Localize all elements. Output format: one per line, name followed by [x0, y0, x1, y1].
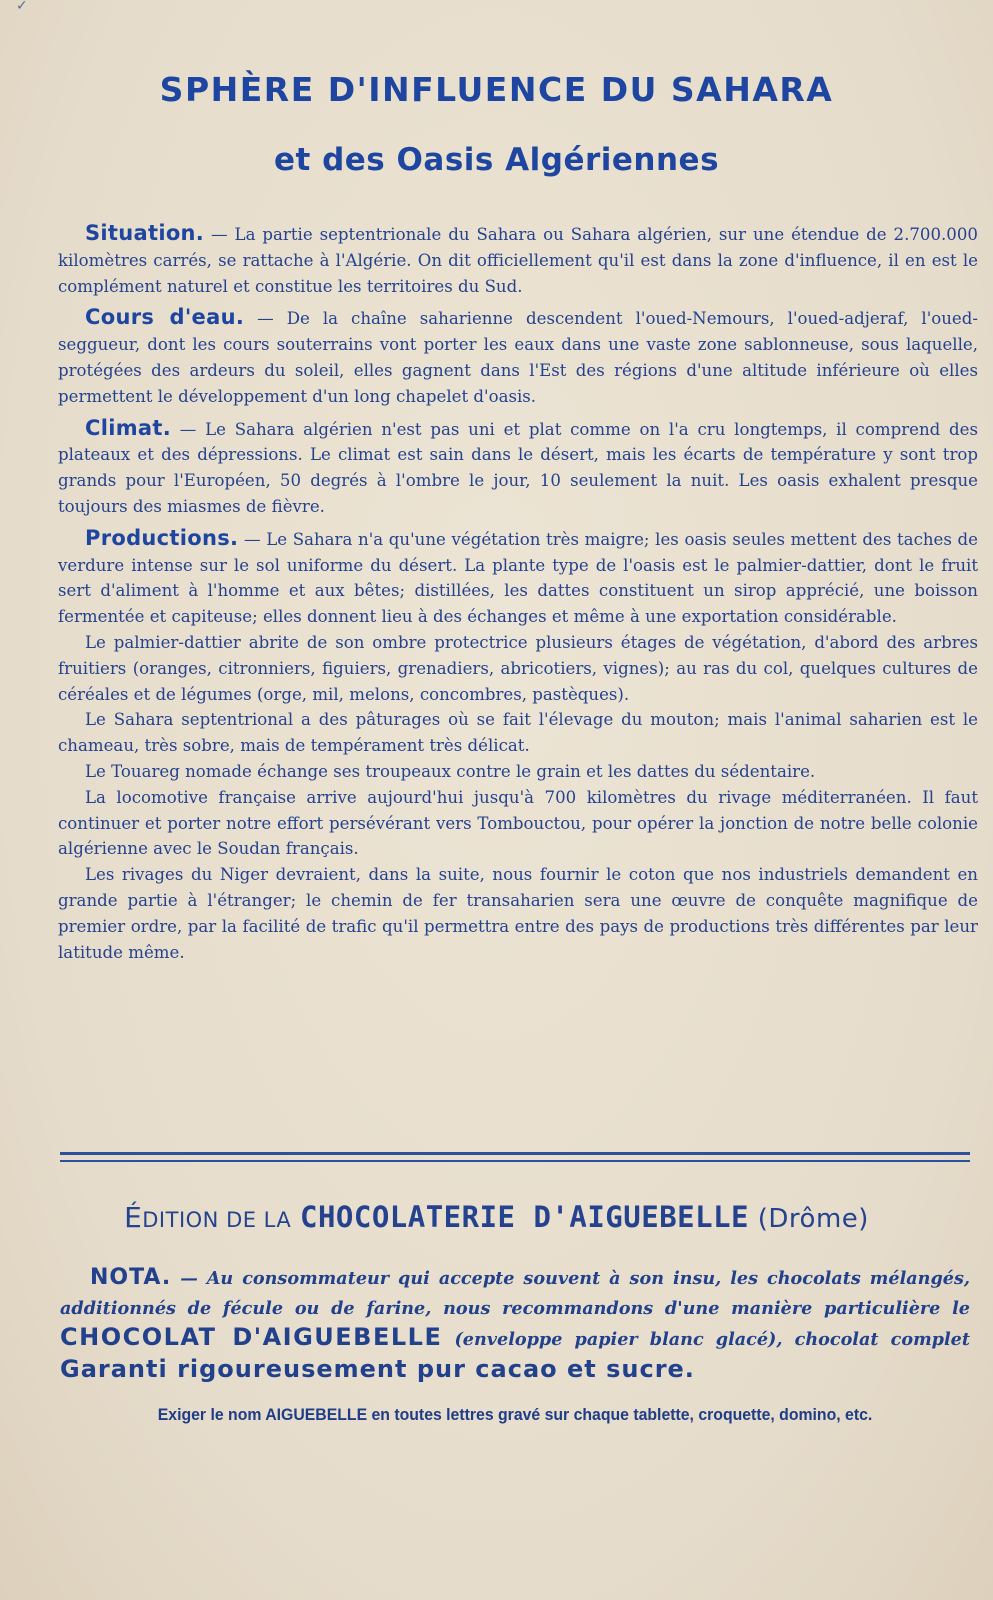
publisher-line: [0, 1200, 993, 1234]
nota-brand: CHOCOLAT D'AIGUEBELLE: [60, 1323, 443, 1351]
paragraph-locomotive: La locomotive française arrive aujourd'hui jusqu'à 700 kilomètres du rivage méditerranéen. Il faut continuer et porter notre effort persévérant vers Tombouctou, pour opérer la jonction de notre belle colonie algérienne avec le Soudan français.: [58, 787, 978, 859]
section-dash: —: [170, 419, 206, 439]
section-text: De la chaîne saharienne descendent l'oued-Nemours, l'oued-adjeraf, l'oued-seggueur, dont les cours souterrains vont porter les eaux dans une vaste zone sablonneuse, sous laquelle, protégées des ardeurs du soleil, elles gagnent dans l'Est des régions d'une altitude inférieure où elles permettent le développement d'un long chapelet d'oasis.: [58, 309, 978, 406]
page-subtitle: et des Oasis Algériennes: [273, 142, 720, 178]
section-text: Le Sahara n'a qu'une végétation très maigre; les oasis seules mettent des taches de verdure intense sur le sol uniforme du désert. La plante type de l'oasis est le palmier-dattier, dont le fruit sert d'aliment à l'homme et aux bêtes; distillées, les dattes constituent un sirop apprécié, une boisson fermentée et capiteuse; elles donnent lieu à des échanges et même à une exportation considérable.: [58, 529, 978, 627]
footer-instruction: Exiger le nom AIGUEBELLE en toutes lettres gravé sur chaque tablette, croquette, domino, etc.: [157, 1405, 873, 1424]
nota-text: — Au consommateur qui accepte souvent à son insu, les chocolats mélangés, additionnés de fécule ou de farine, nous recommandons d'une manière particulière le: [60, 1268, 970, 1319]
section-productions: [58, 526, 978, 630]
edition-initial: É: [124, 1201, 143, 1234]
paragraph-palmier: Le palmier-dattier abrite de son ombre protectrice plusieurs étages de végétation, d'abord des arbres fruitiers (oranges, citronniers, figuiers, grenadiers, abricotiers, vignes); au ras du col, quelques cultures de céréales et de légumes (orge, mil, melons, concombres, pastèques).: [58, 632, 978, 704]
section-heading: Productions.: [85, 525, 239, 550]
article-body: [58, 221, 978, 965]
section-heading: Climat.: [85, 415, 171, 440]
section-dash: —: [244, 309, 287, 329]
nota-guarantee: Garanti rigoureusement pur cacao et sucre.: [60, 1354, 695, 1383]
page-title: SPHÈRE D'INFLUENCE DU SAHARA: [159, 70, 834, 109]
section-dash: —: [238, 529, 267, 549]
nota-label: NOTA.: [90, 1265, 172, 1290]
section-situation: [58, 221, 978, 299]
corner-mark: ✓: [16, 0, 28, 14]
publisher-brand: CHOCOLATERIE D'AIGUEBELLE: [300, 1200, 749, 1234]
divider-rule: [60, 1152, 970, 1155]
paragraph-touareg: Le Touareg nomade échange ses troupeaux contre le grain et les dattes du sédentaire.: [85, 761, 816, 781]
section-text: La partie septentrionale du Sahara ou Sahara algérien, sur une étendue de 2.700.000 kilomètres carrés, se rattache à l'Algérie. On dit officiellement qu'il est dans la zone d'influence, il en est le complément naturel et constitue les territoires du Sud.: [58, 225, 978, 296]
section-text: Le Sahara algérien n'est pas uni et plat comme on l'a cru longtemps, il comprend des plateaux et des dépressions. Le climat est sain dans le désert, mais les écarts de température y sont trop grands pour l'Européen, 50 degrés à l'ombre le jour, 10 seulement la nuit. Les oasis exhalent presque toujours des miasmes de fièvre.: [58, 419, 978, 516]
nota-notice: [60, 1263, 970, 1386]
publisher-region: (Drôme): [757, 1204, 869, 1234]
section-climat: [58, 416, 978, 520]
section-heading: Cours d'eau.: [85, 305, 245, 330]
edition-prefix: DITION DE LA: [142, 1208, 292, 1232]
paragraph-niger: Les rivages du Niger devraient, dans la suite, nous fournir le coton que nos industriels demandent en grande partie à l'étranger; le chemin de fer transaharien sera une œuvre de conquête magnifique de premier ordre, par la facilité de trafic qu'il permettra entre des pays de productions très différentes par leur latitude même.: [58, 865, 978, 962]
paragraph-paturages: Le Sahara septentrional a des pâturages où se fait l'élevage du mouton; mais l'animal saharien est le chameau, très sobre, mais de tempérament très délicat.: [58, 710, 978, 756]
nota-text-2: (enveloppe papier blanc glacé), chocolat complet: [442, 1329, 970, 1350]
section-cours-d-eau: [58, 305, 978, 409]
section-dash: —: [204, 225, 235, 244]
section-heading: Situation.: [85, 221, 205, 245]
divider-rule: [60, 1160, 970, 1162]
